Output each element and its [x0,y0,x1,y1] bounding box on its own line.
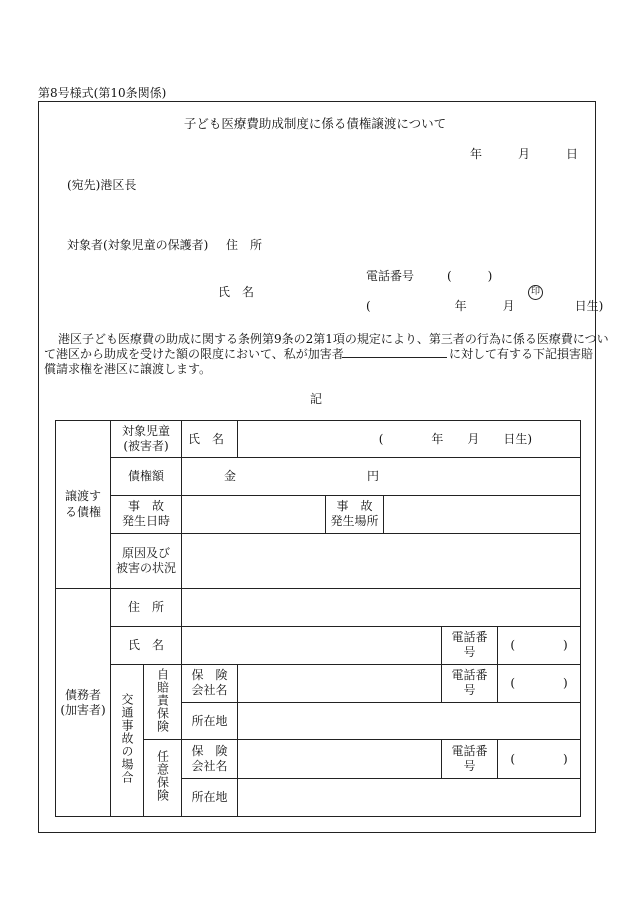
cause-label: 原因及び 被害の状況 [111,533,182,588]
compulsory-phone-field[interactable]: ( ) [498,664,581,702]
subject-label: 対象者(対象児童の保護者) [67,238,209,252]
perpetrator-blank-line [342,357,447,358]
body-line-1: 港区子ども医療費の助成に関する条例第9条の2第1項の規定により、第三者の行為に係る医療費につい [58,332,609,346]
cause-field[interactable] [182,533,581,588]
applicant-name-label: 氏 名 [218,285,255,299]
debtor-address-field[interactable] [182,589,581,626]
claim-amount-label: 債権額 [111,458,182,495]
table-row [56,495,581,533]
compulsory-location-field[interactable] [238,703,581,740]
claim-table [55,420,581,817]
applicant-phone-paren: ( ) [447,269,493,283]
kin-label: 金 [224,469,237,484]
ki-label: 記 [310,392,323,406]
body-line-2a: て港区から助成を受けた額の限度において、私が加害者 [44,347,344,361]
voluntary-insurance-label: 任意保険 [144,740,182,817]
yen-label: 円 [367,469,380,484]
claim-amount-field[interactable] [182,458,581,495]
seal-icon: 印 [528,284,543,300]
table-row [56,664,581,702]
table-row [56,421,581,458]
debtor-phone-field[interactable]: ( ) [498,626,581,664]
voluntary-phone-label: 電話番号 [442,740,498,778]
accident-place-label: 事 故 発生場所 [326,495,384,533]
addressee: (宛先)港区長 [67,178,137,192]
voluntary-insurer-field[interactable] [238,740,442,778]
debtor-name-label: 氏 名 [111,626,182,664]
group-transferred-claim: 譲渡する債権 [56,421,111,589]
accident-date-label: 事 故 発生日時 [111,495,182,533]
accident-place-field[interactable] [384,495,581,533]
body-line-3: 償請求権を港区に譲渡します。 [44,362,212,376]
child-label: 対象児童 (被害者) [111,421,182,458]
applicant-address-label: 住 所 [226,238,263,252]
compulsory-insurer-label: 保 険 会社名 [182,664,238,702]
compulsory-location-label: 所在地 [182,703,238,740]
accident-date-field[interactable] [182,495,326,533]
compulsory-insurance-label: 自賠責保険 [144,664,182,740]
child-name-field[interactable]: ( 年 月 日生) [238,421,581,458]
debtor-name-field[interactable] [182,626,442,664]
traffic-accident-label: 交通事故の場合 [111,664,144,816]
table-row [56,458,581,495]
voluntary-location-label: 所在地 [182,778,238,816]
table-row [56,533,581,588]
body-line-2b: に対して有する下記損害賠 [449,347,594,361]
voluntary-insurer-label: 保 険 会社名 [182,740,238,778]
table-row [56,589,581,626]
child-name-label: 氏 名 [182,421,238,458]
applicant-birth-line: ( 年 月 日生) [366,299,604,313]
voluntary-phone-field[interactable]: ( ) [498,740,581,778]
compulsory-phone-label: 電話番号 [442,664,498,702]
group-debtor: 債務者 (加害者) [56,589,111,817]
document-title: 子ども医療費助成制度に係る債権譲渡について [183,116,447,131]
debtor-phone-label: 電話番号 [442,626,498,664]
compulsory-insurer-field[interactable] [238,664,442,702]
table-row [56,626,581,664]
form-number: 第8号様式(第10条関係) [38,86,167,100]
voluntary-location-field[interactable] [238,778,581,816]
debtor-address-label: 住 所 [111,589,182,626]
applicant-phone-label: 電話番号 [366,269,415,283]
date-line: 年 月 日 [470,147,579,161]
